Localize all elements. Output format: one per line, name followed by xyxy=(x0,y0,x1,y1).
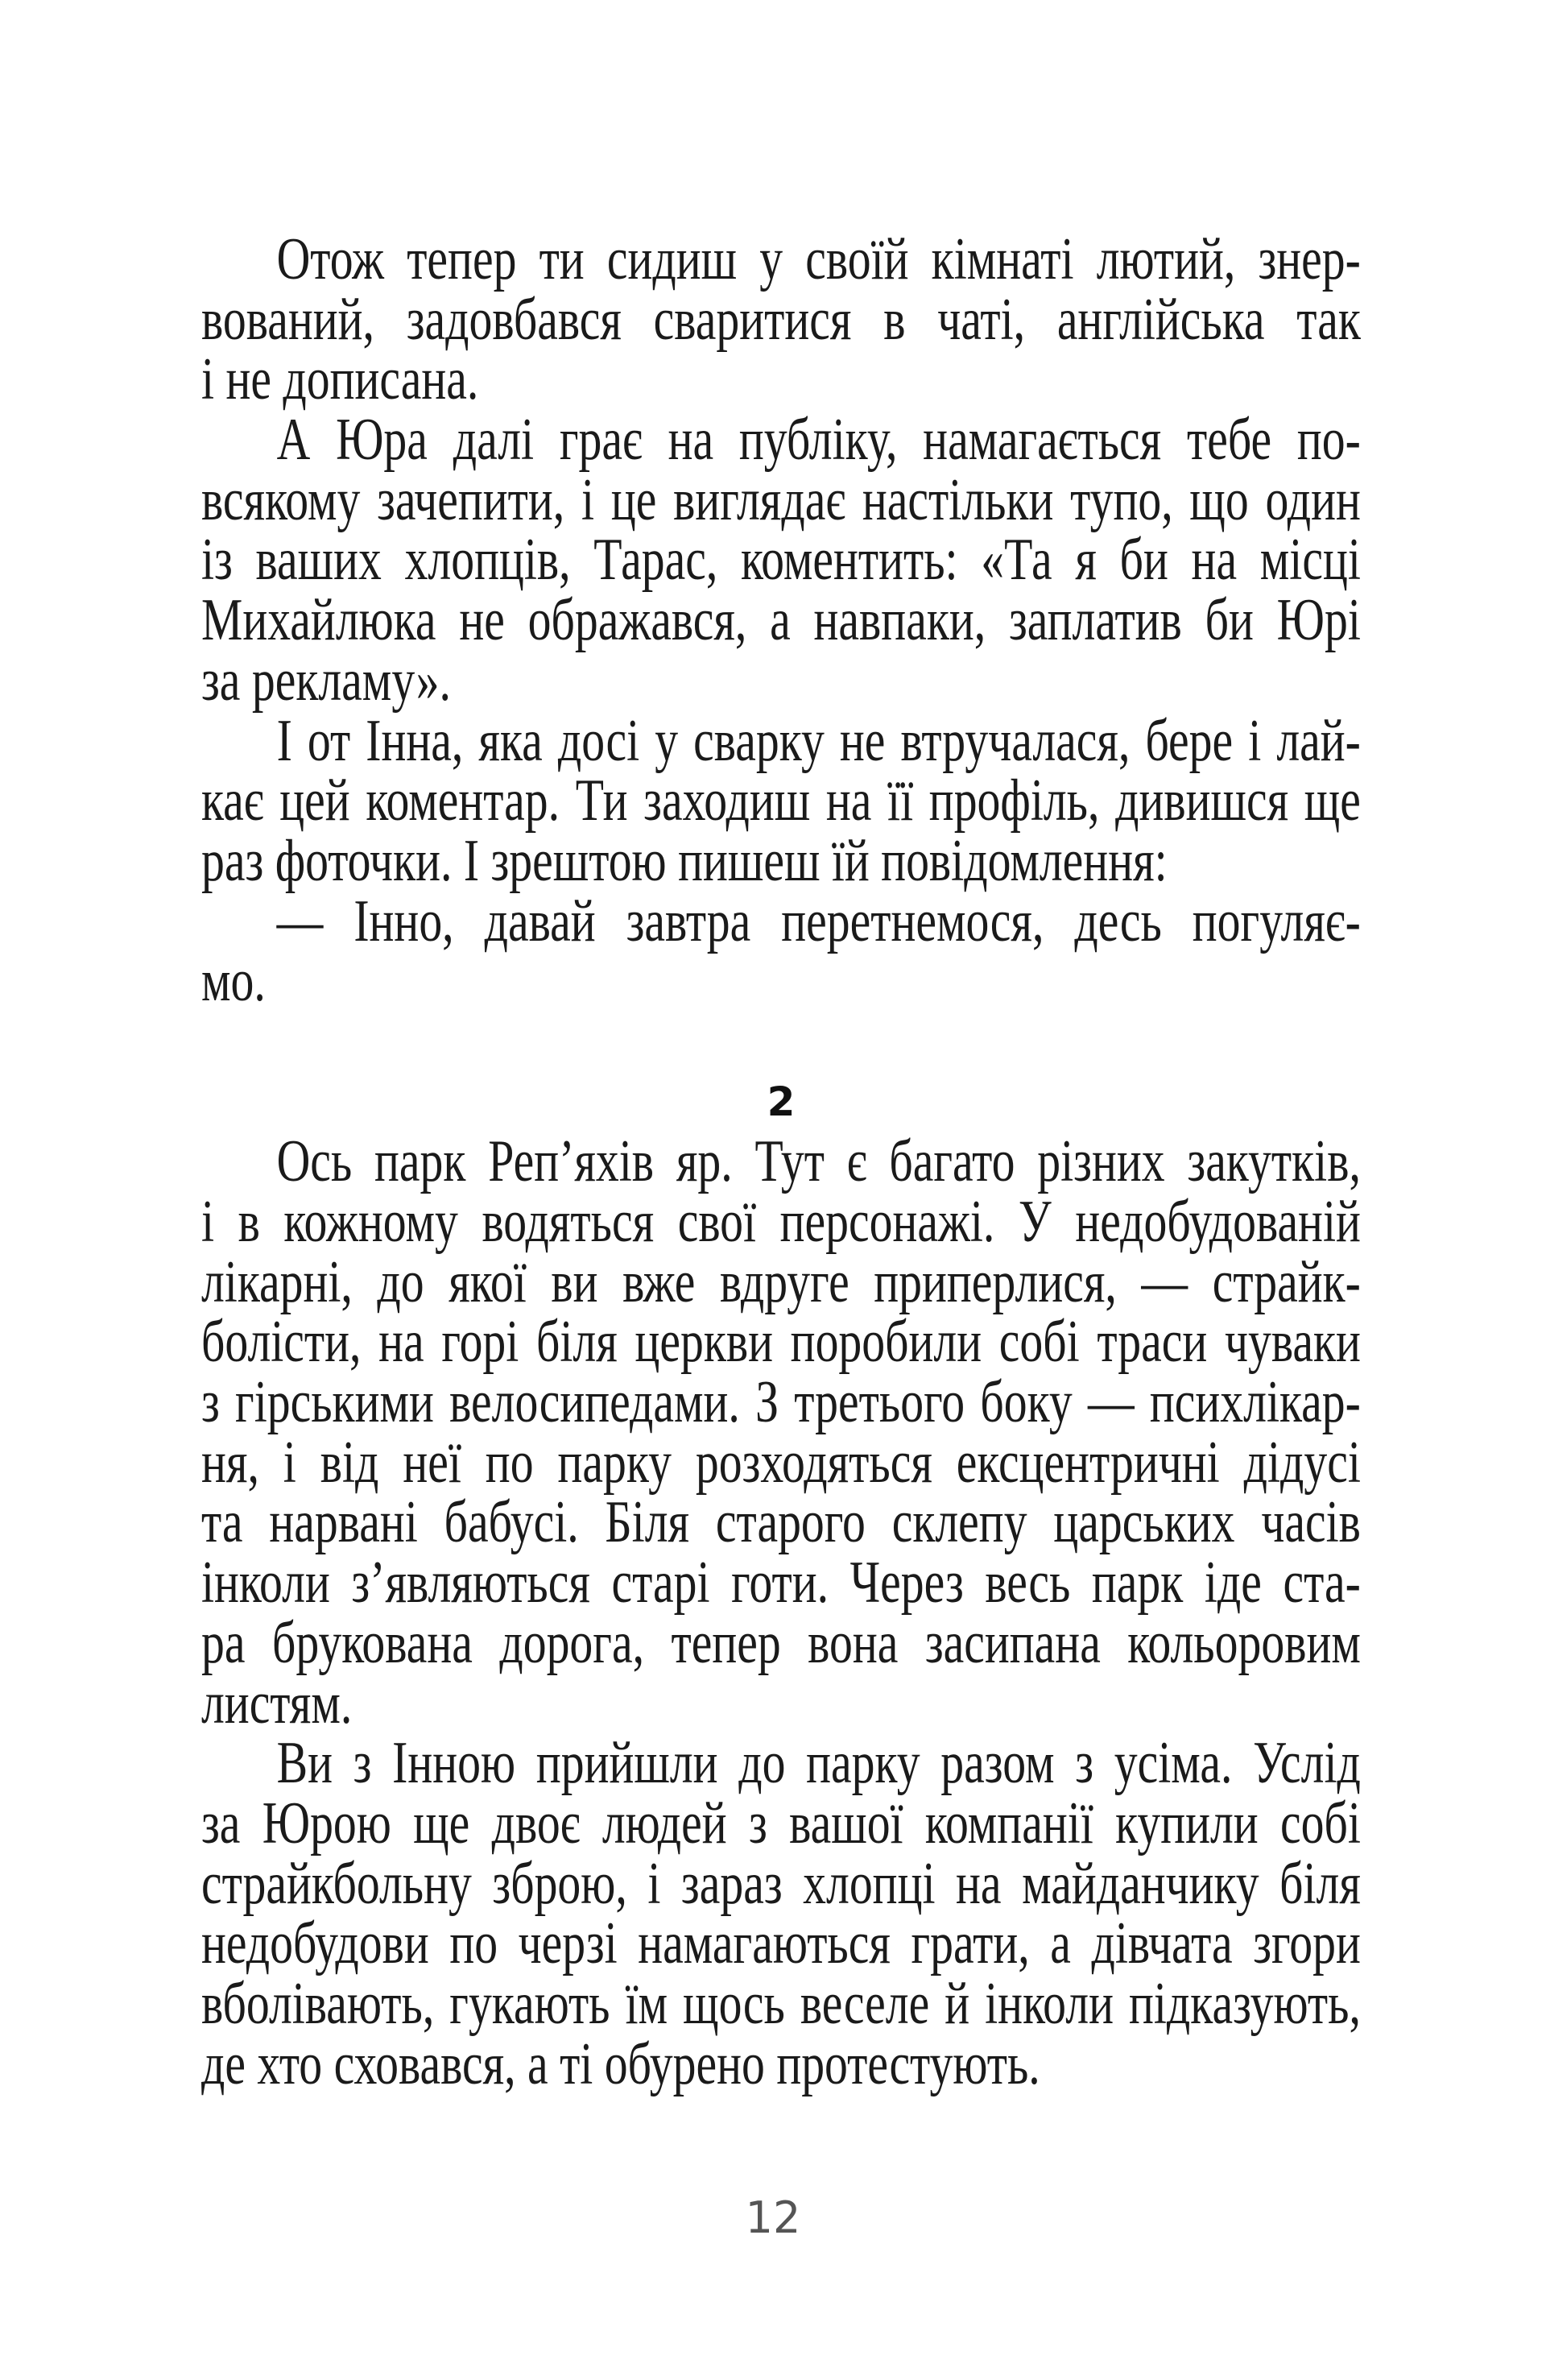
paragraph xyxy=(201,1128,1361,1736)
text-line: вболівають, гукають їм щось веселе й інколи підказують, xyxy=(201,1970,1361,2037)
section-gap xyxy=(201,1012,1361,1072)
text-line: із ваших хлопців, Тарас, коментить: «Та я би на місці xyxy=(201,527,1361,594)
paragraph xyxy=(201,1730,1361,2097)
text-line: і не дописана. xyxy=(201,346,479,413)
page-number: 12 xyxy=(745,2192,801,2243)
text-line: — Інно, давай завтра перетнемося, десь погуляє- xyxy=(276,888,1361,954)
paragraph xyxy=(201,407,1361,714)
text-line: Отож тепер ти сидиш у своїй кімнаті лютий, знер- xyxy=(276,226,1361,292)
text-line: кає цей коментар. Ти заходиш на її профіль, дивишся ще xyxy=(201,768,1361,834)
text-line: за рекламу». xyxy=(201,647,451,714)
text-line: де хто сховався, а ті обурено протестують. xyxy=(201,2030,1040,2097)
text-line: ра брукована дорога, тепер вона засипана кольоровим xyxy=(201,1609,1361,1676)
text-line: І от Інна, яка досі у сварку не втручалася, бере і лай- xyxy=(276,707,1361,774)
paragraph xyxy=(201,888,1361,1015)
text-line: вований, задовбався сваритися в чаті, англійська так xyxy=(201,286,1361,353)
text-line: А Юра далі грає на публіку, намагається тебе по- xyxy=(276,407,1361,474)
text-line: болісти, на горі біля церкви поробили собі траси чуваки xyxy=(201,1309,1361,1376)
text-line: всякому зачепити, і це виглядає настільки тупо, що один xyxy=(201,466,1361,533)
paragraph xyxy=(201,707,1361,894)
text-line: мо. xyxy=(201,948,266,1015)
text-line: Ви з Інною прийшли до парку разом з усіма. Услід xyxy=(276,1730,1361,1797)
text-line: інколи з’являються старі готи. Через весь парк іде ста- xyxy=(201,1550,1361,1616)
chapter-heading: 2 xyxy=(767,1078,796,1125)
text-line: страйкбольну зброю, і зараз хлопці на майданчику біля xyxy=(201,1850,1361,1917)
text-line: Ось парк Реп’яхів яр. Тут є багато різних закутків, xyxy=(276,1128,1361,1195)
text-line: лікарні, до якої ви вже вдруге приперлися, — страйк- xyxy=(201,1248,1361,1315)
text-line: та нарвані бабусі. Біля старого склепу царських часів xyxy=(201,1489,1361,1556)
text-line: недобудови по черзі намагаються грати, а дівчата згори xyxy=(201,1910,1361,1977)
text-line: за Юрою ще двоє людей з вашої компанії купили собі xyxy=(201,1790,1361,1856)
page-body xyxy=(201,226,1361,2097)
text-line: ня, і від неї по парку розходяться ексцентричні дідусі xyxy=(201,1429,1361,1496)
section-1 xyxy=(201,226,1361,1015)
text-line: з гірськими велосипедами. З третього боку — психлікар- xyxy=(201,1369,1361,1436)
text-line: листям. xyxy=(201,1670,353,1736)
paragraph xyxy=(201,226,1361,413)
text-line: і в кожному водяться свої персонажі. У недобудованій xyxy=(201,1189,1361,1255)
section-2 xyxy=(201,1128,1361,2097)
text-line: раз фоточки. І зрештою пишеш їй повідомлення: xyxy=(201,827,1168,894)
text-line: Михайлюка не ображався, а навпаки, заплатив би Юрі xyxy=(201,587,1361,654)
